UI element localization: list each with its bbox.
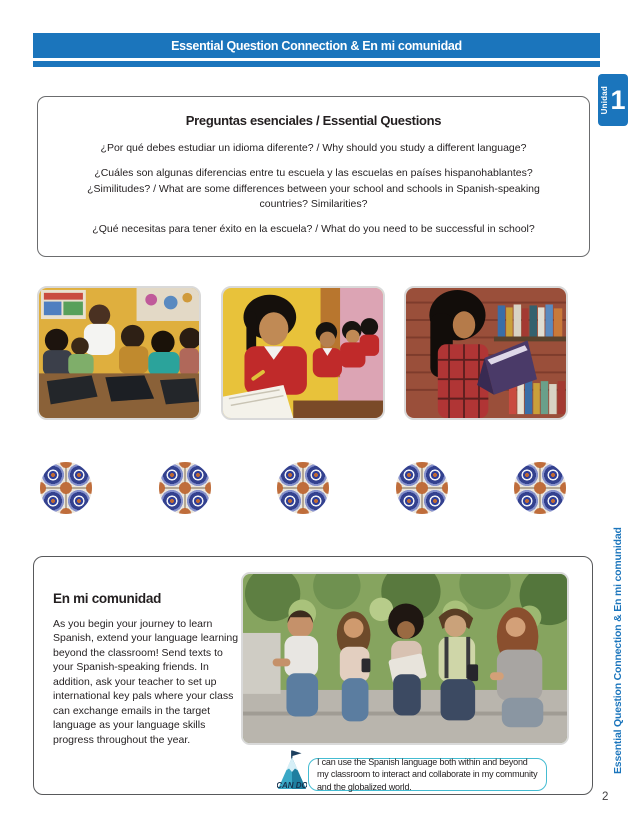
talavera-tile-icon	[396, 462, 448, 514]
essential-question-1: ¿Por qué debes estudiar un idioma diferente? / Why should you study a different language?	[100, 142, 527, 154]
photo-red-uniform-students	[221, 286, 385, 420]
photo-classroom-laptops	[37, 286, 201, 420]
tile-row	[40, 462, 566, 514]
photo-girl-reading	[404, 286, 568, 420]
community-body: As you begin your journey to learn Spanish, extend your language learning beyond the classroom! Send texts to your Spanish-speaking friends. In addition, ask your teacher to set up international key pals where your class can exchange emails in the target language as your language skills progress throughout the year.	[53, 618, 239, 746]
essential-questions-box	[37, 96, 590, 257]
essential-question-2: ¿Cuáles son algunas diferencias entre tu escuela y las escuelas en países hispanohablantes? ¿Similitudes? / What are some differences between your school and schools in Spanish-speaking countries? Similarities?	[87, 166, 540, 211]
photo-row	[37, 286, 568, 420]
header-banner	[33, 33, 600, 58]
red-uniform-students-illustration	[223, 288, 383, 418]
talavera-tile-icon	[514, 462, 566, 514]
community-title: En mi comunidad	[53, 591, 162, 606]
sidebar-vertical-title: Essential Question Connection & En mi comunidad	[612, 527, 624, 774]
unit-tab	[598, 74, 628, 126]
talavera-tile-icon	[277, 462, 329, 514]
community-box	[33, 556, 593, 795]
talavera-tile-icon	[40, 462, 92, 514]
girl-reading-illustration	[406, 288, 566, 418]
header-banner-title: Essential Question Connection & En mi comunidad	[171, 38, 462, 53]
can-do-icon-label: CAN DO	[277, 781, 307, 790]
unit-tab-label: Unidad	[600, 85, 610, 115]
classroom-laptops-illustration	[39, 288, 199, 418]
page-number: 2	[602, 791, 609, 803]
can-do-statement: I can use the Spanish language both within and beyond my classroom to interact and collaborate in my community and the globalized world.	[317, 757, 538, 792]
photo-friends-phones	[241, 572, 569, 745]
can-do-mountain-icon	[277, 749, 307, 791]
can-do-statement-box	[308, 758, 547, 791]
talavera-tile-icon	[159, 462, 211, 514]
friends-phones-illustration	[243, 574, 567, 743]
unit-tab-number: 1	[610, 84, 626, 115]
header-accent-strip	[33, 61, 600, 67]
essential-questions-title: Preguntas esenciales / Essential Questions	[185, 113, 442, 128]
essential-question-3: ¿Qué necesitas para tener éxito en la escuela? / What do you need to be successful in school?	[92, 223, 535, 235]
